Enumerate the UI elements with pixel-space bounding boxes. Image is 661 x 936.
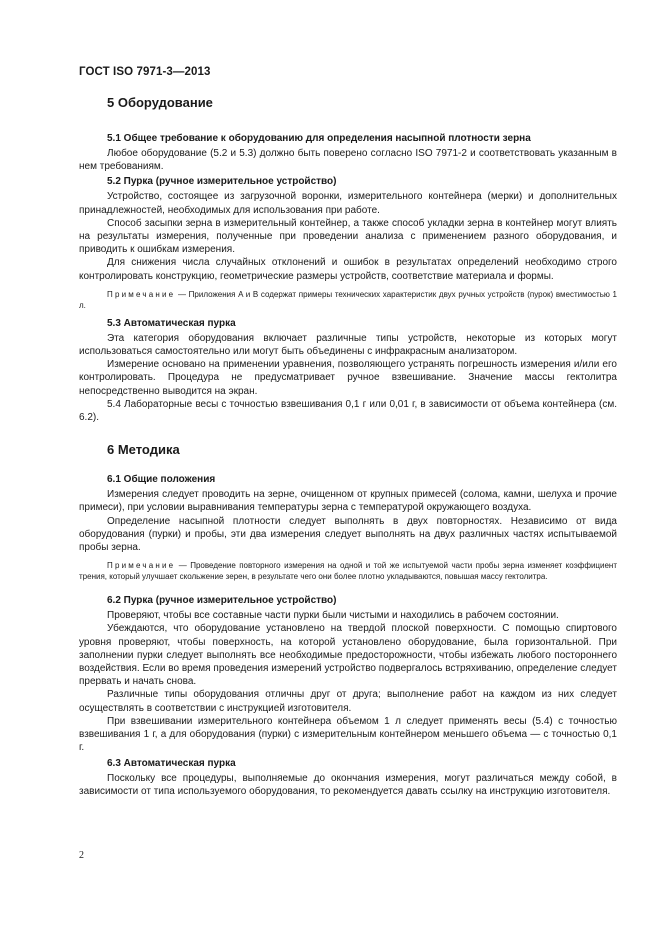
note-label: Примечание — [107, 561, 176, 571]
section-5-heading: 5 Оборудование — [107, 95, 213, 110]
paragraph: Определение насыпной плотности следует выполнять в двух повторностях. Независимо от вида оборудования (пурки) и пробы, эти два измерения следует выполнять на двух различных частях испытываемой пробы зерна. — [79, 515, 617, 554]
paragraph: Проверяют, чтобы все составные части пурки были чистыми и находились в рабочем состоянии. — [107, 610, 559, 622]
paragraph: Устройство, состоящее из загрузочной воронки, измерительного контейнера (мерки) и дополнительных принадлежностей, необходимых для использования при работе. — [79, 191, 617, 216]
paragraph: При взвешивании измерительного контейнера объемом 1 л следует применять весы (5.4) с точностью взвешивания 1 г, а для оборудования (пурки) с измерительным контейнером меньшего объема — с точностью 0,1 г. — [79, 715, 617, 754]
document-body — [79, 93, 617, 798]
paragraph: Убеждаются, что оборудование установлено на твердой плоской поверхности. С помощью спиртового уровня проверяют, чтобы поверхность, на которой установлено оборудование, была горизонтальной. При заполнении пурки следует выполнять все необходимые предосторожности, чтобы избежать любого постороннего воздействия. Если во время проведения измерений устройство подвергалось встряхиванию, определение следует прервать и начать снова. — [79, 623, 617, 688]
subsection-6-3-heading: 6.3 Автоматическая пурка — [107, 757, 236, 769]
subsection-6-2-heading: 6.2 Пурка (ручное измерительное устройство) — [107, 595, 337, 607]
paragraph: Различные типы оборудования отличны друг от друга; выполнение работ на каждом из них следует осуществлять в соответствии с инструкцией изготовителя. — [79, 689, 617, 714]
note-text: — Проведение повторного измерения на одной и той же испытуемой части пробы зерна изменяет коэффициент трения, который улучшает скольжение зерен, в результате чего они более плотно укладываются, повышая массу гектолитра. — [79, 561, 617, 582]
subsection-5-2-heading: 5.2 Пурка (ручное измерительное устройство) — [107, 176, 337, 188]
paragraph: Любое оборудование (5.2 и 5.3) должно быть поверено согласно ISO 7971-2 и соответствовать указанным в нем требованиям. — [79, 148, 617, 173]
paragraph: Эта категория оборудования включает различные типы устройств, некоторые из которых могут использоваться самостоятельно или могут быть объединены с инфракрасным анализатором. — [79, 332, 617, 358]
subsection-6-1-heading: 6.1 Общие положения — [107, 474, 216, 486]
page-number: 2 — [79, 850, 84, 861]
section-6-heading: 6 Методика — [107, 442, 180, 458]
paragraph: 5.4 Лабораторные весы с точностью взвешивания 0,1 г или 0,01 г, в зависимости от объема контейнера (см. 6.2). — [79, 398, 617, 424]
paragraph: Измерения следует проводить на зерне, очищенном от крупных примесей (солома, камни, шелуха и прочие примеси), при условии выравнивания температуры зерна с температурой окружающего воздуха. — [79, 489, 617, 514]
document-header: ГОСТ ISO 7971-3—2013 — [79, 66, 211, 78]
subsection-5-1-heading: 5.1 Общее требование к оборудованию для определения насыпной плотности зерна — [107, 133, 531, 144]
subsection-5-3-heading: 5.3 Автоматическая пурка — [107, 317, 236, 329]
paragraph: Поскольку все процедуры, выполняемые до окончания измерения, могут различаться между собой, в зависимости от типа используемого оборудования, то рекомендуется давать ссылку на инструкцию изготовителя. — [79, 772, 617, 797]
note-text: — Приложения A и B содержат примеры технических характеристик двух ручных устройств (пурок) вместимостью 1 л. — [79, 289, 617, 310]
paragraph: Измерение основано на применении уравнения, позволяющего устранять погрешность измерения и/или его контролировать. Процедура не предусматривает ручное взвешивание. Значение массы гектолитра непосредственно выводится на экран. — [79, 359, 617, 397]
note — [79, 289, 617, 311]
paragraph: Для снижения числа случайных отклонений и ошибок в результатах определений необходимо строго контролировать конструкцию, геометрические размеры устройств, соответствие материала и формы. — [79, 257, 617, 282]
note — [79, 560, 617, 582]
note-label: Примечание — [107, 289, 176, 299]
paragraph: Способ засыпки зерна в измерительный контейнер, а также способ укладки зерна в контейнер могут влиять на результаты измерения, полученные при проведении анализа с применением разного оборудования, и приводить к ошибкам измерения. — [79, 217, 617, 256]
